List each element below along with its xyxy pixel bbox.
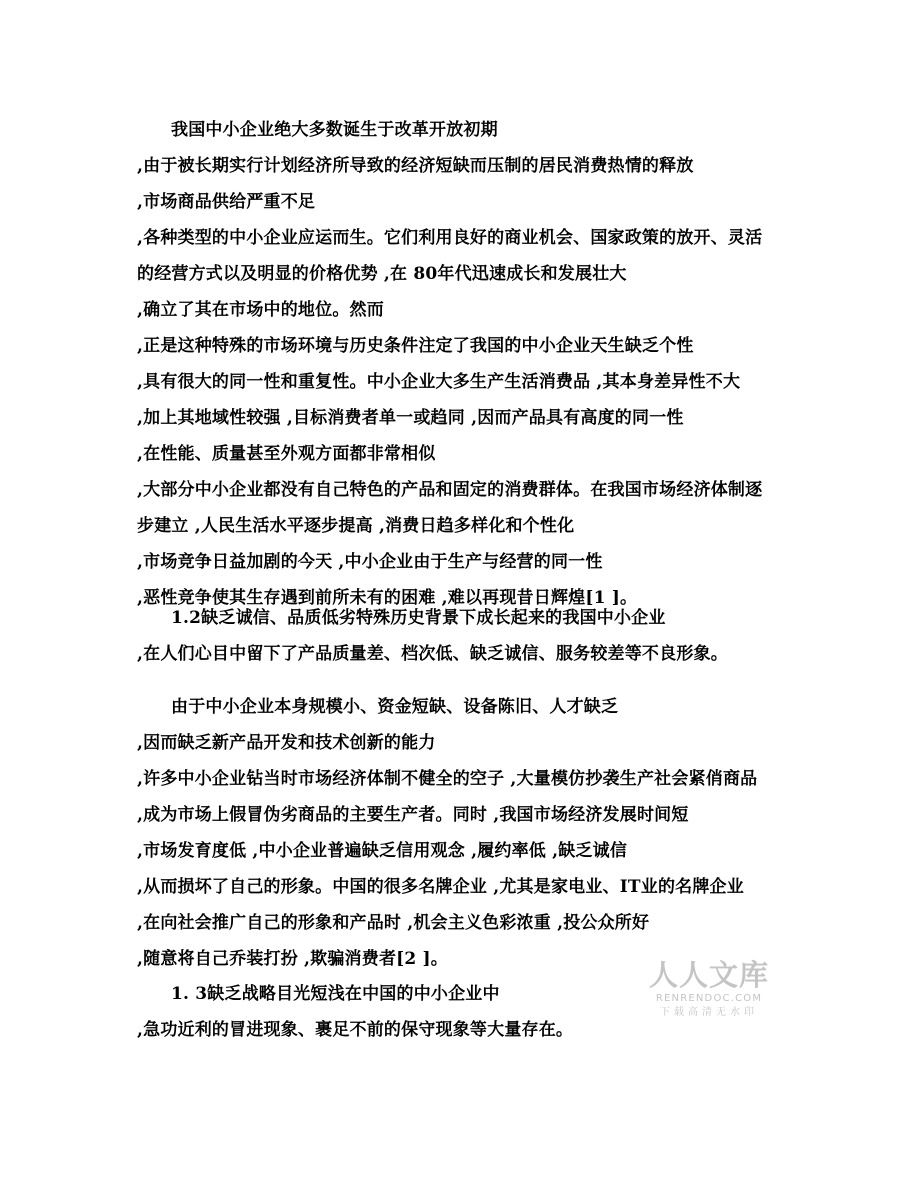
text-line: 的经营方式以及明显的价格优势 ,在 80年代迅速成长和发展壮大 (137, 264, 627, 284)
paragraph-section-1-2 (137, 600, 797, 672)
text-line: ,随意将自己乔装打扮 ,欺骗消费者[2 ]。 (137, 949, 448, 969)
text-line: ,急功近利的冒进现象、裹足不前的保守现象等大量存在。 (137, 1020, 574, 1040)
text-line: ,市场商品供给严重不足 (137, 192, 316, 212)
text-line: ,正是这种特殊的市场环境与历史条件注定了我国的中小企业天生缺乏个性 (137, 336, 694, 356)
text-line: ,成为市场上假冒伪劣商品的主要生产者。同时 ,我国市场经济发展时间短 (137, 805, 689, 825)
text-line: ,确立了其在市场中的地位。然而 (137, 300, 384, 320)
watermark (646, 958, 772, 1024)
paragraph-integrity-issues (137, 689, 797, 977)
text-line: ,从而损坏了自己的形象。中国的很多名牌企业 ,尤其是家电业、IT业的名牌企业 (137, 877, 744, 897)
text-line: ,加上其地域性较强 ,目标消费者单一或趋同 ,因而产品具有高度的同一性 (137, 408, 684, 428)
section-heading-line: 1. 3缺乏战略目光短浅在中国的中小企业中 (171, 984, 500, 1004)
watermark-slogan: 下载高清无水印 (660, 1007, 758, 1018)
watermark-domain: RENRENDOC.COM (655, 993, 763, 1004)
text-line: ,市场竞争日益加剧的今天 ,中小企业由于生产与经营的同一性 (137, 552, 603, 572)
text-line: ,恶性竞争使其生存遇到前所未有的困难 ,难以再现昔日辉煌[1 ]。 (137, 588, 638, 608)
watermark-title: 人人文库 (648, 958, 769, 992)
text-line: ,各种类型的中小企业应运而生。它们利用良好的商业机会、国家政策的放开、灵活 (137, 228, 763, 248)
text-line: ,在向社会推广自己的形象和产品时 ,机会主义色彩浓重 ,投公众所好 (137, 913, 650, 933)
text-line: 我国中小企业绝大多数诞生于改革开放初期 (171, 120, 498, 140)
text-line: 步建立 ,人民生活水平逐步提高 ,消费日趋多样化和个性化 (137, 516, 575, 536)
text-line: ,市场发育度低 ,中小企业普遍缺乏信用观念 ,履约率低 ,缺乏诚信 (137, 841, 628, 861)
text-line: ,在人们心目中留下了产品质量差、档次低、缺乏诚信、服务较差等不良形象。 (137, 644, 728, 664)
paragraph-sme-origins (137, 112, 797, 616)
text-line: ,许多中小企业钻当时市场经济体制不健全的空子 ,大量模仿抄袭生产社会紧俏商品 (137, 769, 758, 789)
text-line: ,由于被长期实行计划经济所导致的经济短缺而压制的居民消费热情的释放 (137, 156, 694, 176)
text-line: 由于中小企业本身规模小、资金短缺、设备陈旧、人才缺乏 (171, 697, 619, 717)
section-heading-line: 1.2缺乏诚信、品质低劣特殊历史背景下成长起来的我国中小企业 (171, 608, 666, 628)
text-line: ,具有很大的同一性和重复性。中小企业大多生产生活消费品 ,其本身差异性不大 (137, 372, 741, 392)
text-line: ,因而缺乏新产品开发和技术创新的能力 (137, 733, 436, 753)
text-line: ,大部分中小企业都没有自己特色的产品和固定的消费群体。在我国市场经济体制逐 (137, 480, 763, 500)
text-line: ,在性能、质量甚至外观方面都非常相似 (137, 444, 436, 464)
